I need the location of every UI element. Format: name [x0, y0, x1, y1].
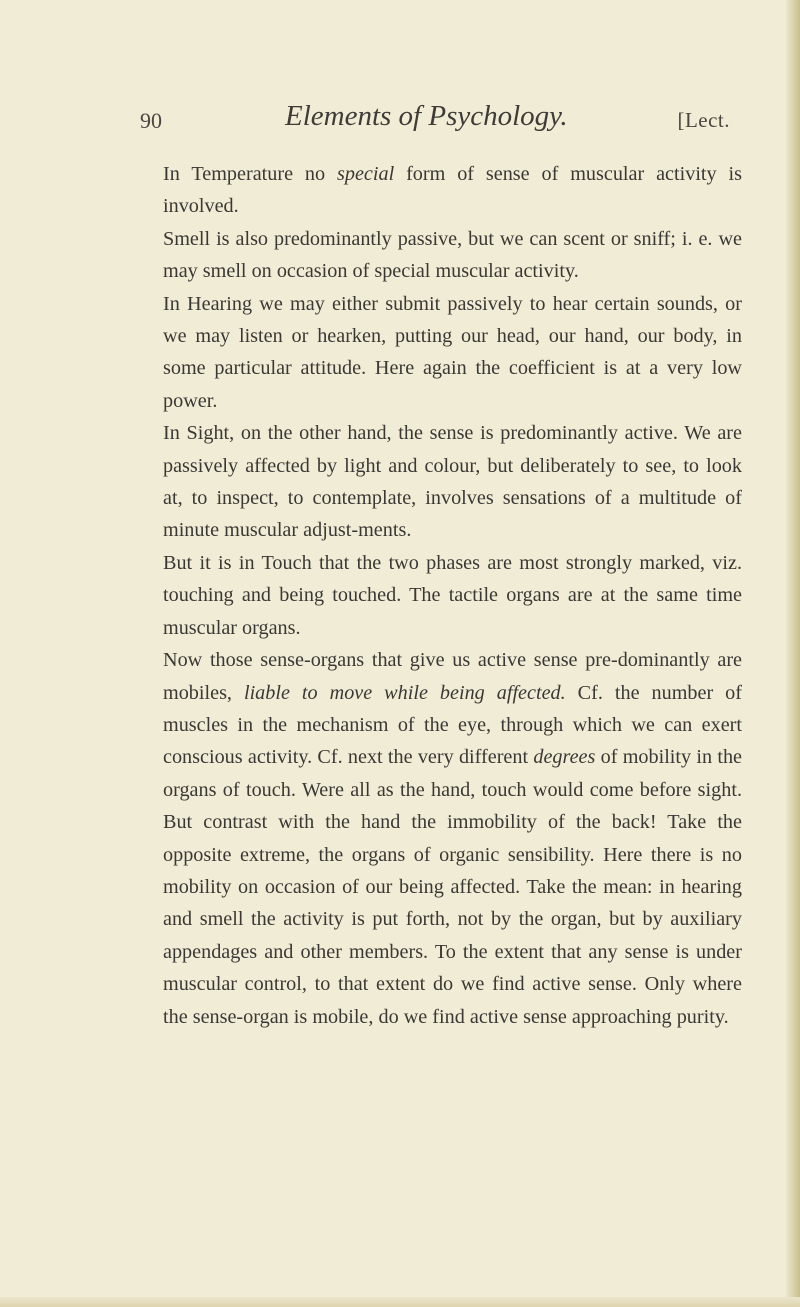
page-number: 90: [140, 108, 162, 133]
running-title: Elements of Psychology.: [285, 100, 568, 132]
page-header: [140, 100, 730, 140]
paragraph-sight: In Sight, on the other hand, the sense is predominantly active. We are passively affected by light and colour, but deliberately to see, to look at, to inspect, to contemplate, involves sensations of a multitude of minute muscular adjust-ments.: [163, 422, 742, 542]
page-edge-shadow: [786, 0, 800, 1307]
paragraph-hearing: In Hearing we may either submit passively to hear certain sounds, or we may listen or hearken, putting our head, our hand, our body, in some particular attitude. Here again the coefficient is at a very low power.: [163, 292, 742, 412]
paragraph-temperature: In Temperature no special form of sense of muscular activity is involved.: [163, 163, 742, 218]
page-bottom-edge: [0, 1297, 800, 1307]
paragraph-smell: Smell is also predominantly passive, but we can scent or sniff; i. e. we may smell on occasion of special muscular activity.: [163, 227, 742, 283]
paragraph-touch: But it is in Touch that the two phases are most strongly marked, viz. touching and being touched. The tactile organs are at the same time muscular organs.: [163, 551, 742, 639]
paragraph-mobiles: Now those sense-organs that give us active sense pre-dominantly are mobiles, liable to move while being affected. Cf. the number of muscles in the mechanism of the eye, through which we can exert conscious activity. Cf. next the very different degrees of mobility in the organs of touch. Were all as the hand, touch would come before sight. But contrast with the hand the immobility of the back! Take the opposite extreme, the organs of organic sensibility. Here there is no mobility on occasion of our being affected. Take the mean: in hearing and smell the activity is put forth, not by the organ, but by auxiliary appendages and other members. To the extent that any sense is under muscular control, to that extent do we find active sense. Only where the sense-organ is mobile, do we find active sense approaching purity.: [163, 649, 742, 1028]
section-mark: [Lect.: [677, 108, 730, 132]
emphasis-liable: liable to move while being affected.: [243, 681, 566, 704]
body-text: [163, 158, 742, 1033]
emphasis-degrees: degrees: [533, 746, 596, 769]
emphasis-special: special: [337, 163, 395, 185]
